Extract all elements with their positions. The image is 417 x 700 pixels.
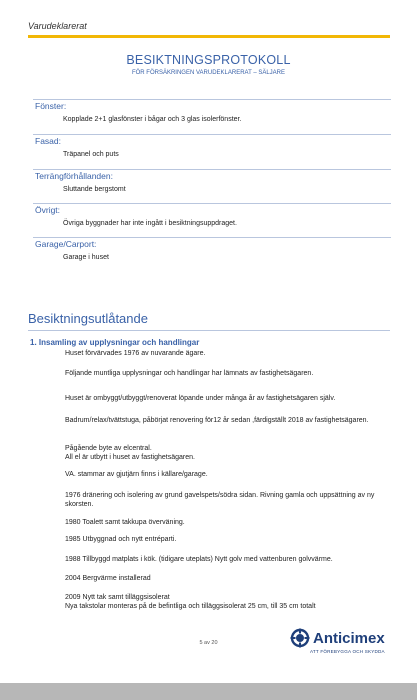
statement-paragraph: 1988 Tillbyggd matplats i kök. (tidigare uteplats) Nytt golv med vattenburen golvvärme. (65, 556, 333, 563)
section-label: Terrängförhållanden: (35, 171, 113, 181)
header-label: Varudeklarerat (28, 21, 87, 31)
logo-tagline: ATT FÖREBYGGA OCH SKYDDA (310, 649, 385, 654)
document-title: BESIKTNINGSPROTOKOLL (126, 53, 291, 67)
anticimex-logo-icon (290, 628, 310, 648)
section-value: Garage i huset (63, 254, 109, 261)
section-divider (33, 169, 391, 170)
section-divider (33, 237, 391, 238)
statement-paragraph: Följande muntliga upplysningar och handlingar har lämnats av fastighetsägaren. (65, 370, 314, 377)
section-value: Sluttande bergstomt (63, 186, 126, 193)
section-label: Fasad: (35, 136, 61, 146)
statement-paragraph: 1980 Toalett samt takkupa överväning. (65, 519, 185, 526)
statement-heading: Besiktningsutlåtande (28, 311, 148, 326)
statement-paragraph: Pågående byte av elcentral. All el är utbytt i huset av fastighetsägaren. (65, 445, 195, 462)
statement-paragraph: VA. stammar av gjutjärn finns i källare/garage. (65, 471, 208, 478)
statement-paragraph: Huset förvärvades 1976 av nuvarande ägare. (65, 350, 206, 357)
section-label: Garage/Carport: (35, 239, 97, 249)
logo-wordmark: Anticimex (313, 629, 385, 647)
statement-subheading: 1. Insamling av upplysningar och handlingar (30, 338, 200, 347)
section-divider (33, 99, 391, 100)
document-subtitle: FÖR FÖRSÄKRINGEN VARUDEKLARERAT – SÄLJARE (131, 70, 286, 76)
statement-divider (28, 330, 390, 331)
statement-paragraph: 2004 Bergvärme installerad (65, 575, 151, 582)
page-number: 5 av 20 (199, 640, 218, 646)
section-value: Övriga byggnader har inte ingått i besiktningsuppdraget. (63, 220, 237, 227)
section-label: Fönster: (35, 101, 67, 111)
statement-paragraph: 2009 Nytt tak samt tilläggsisolerat Nya takstolar monteras på de befintliga och tilläggsisolerat 25 cm, till 35 cm totalt (65, 594, 316, 611)
section-value: Kopplade 2+1 glasfönster i bågar och 3 glas isolerfönster. (63, 116, 242, 123)
statement-paragraph: 1985 Utbyggnad och nytt entréparti. (65, 536, 177, 543)
statement-paragraph: Huset är ombyggt/utbyggt/renoverat löpande under många år av fastighetsägaren själv. (65, 395, 336, 402)
statement-paragraph: Badrum/relax/tvättstuga, påbörjat renovering för12 år sedan ,färdigställt 2018 av fastighetsägaren. (65, 417, 369, 424)
statement-paragraph: 1976 dränering och isolering av grund gavelspets/södra sidan. Rivning gamla och uppsättning av ny skorsten. (65, 492, 375, 509)
header-accent-bar (28, 35, 390, 38)
section-divider (33, 134, 391, 135)
section-value: Träpanel och puts (63, 151, 119, 158)
section-divider (33, 203, 391, 204)
anticimex-logo (290, 627, 400, 667)
section-label: Övrigt: (35, 205, 61, 215)
viewer-bottom-bar (0, 683, 417, 700)
